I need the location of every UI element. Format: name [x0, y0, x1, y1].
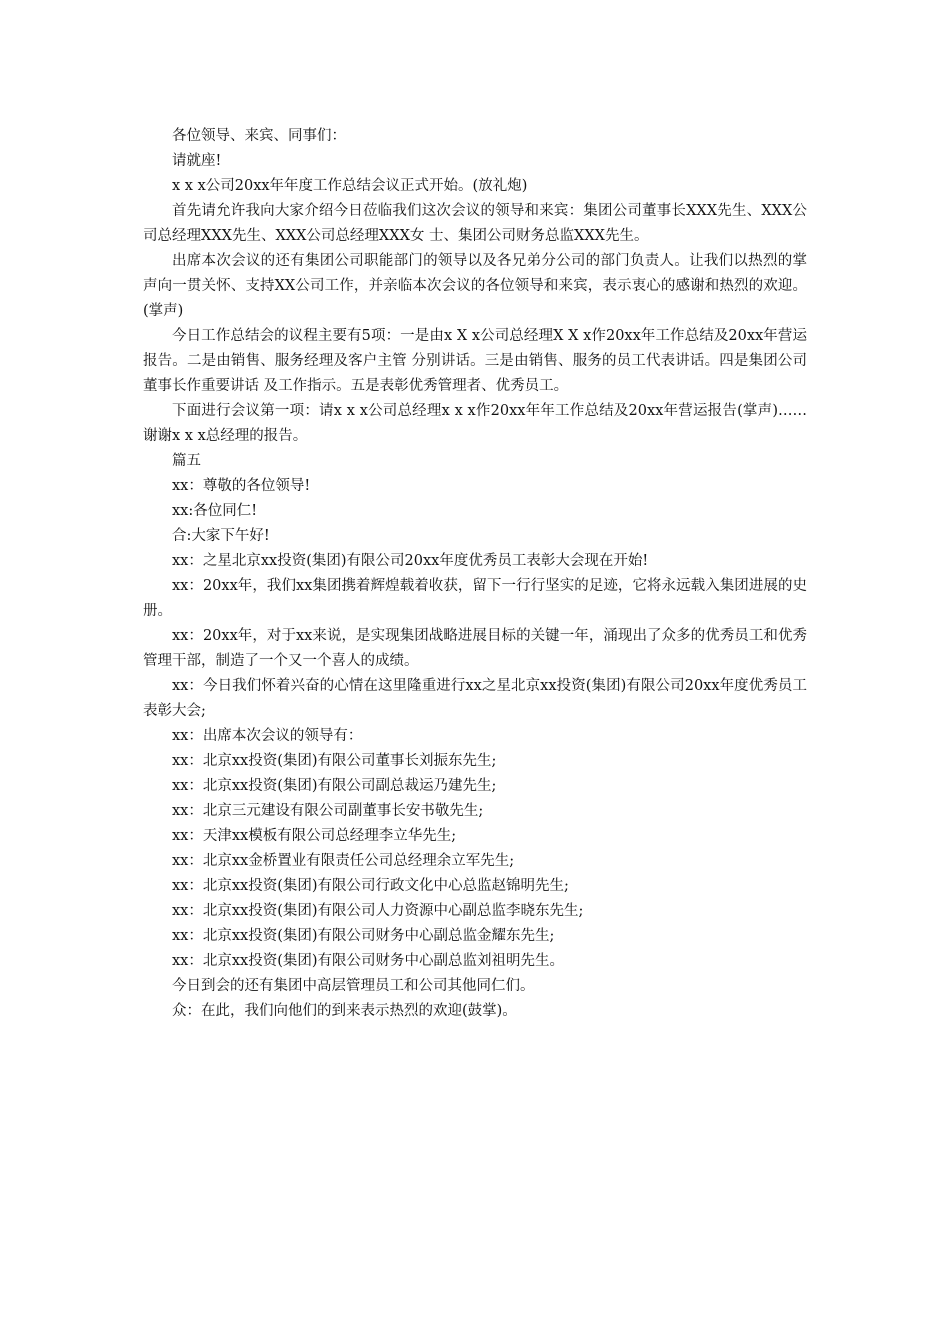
leader-list-item: xx：北京三元建设有限公司副董事长安书敬先生; [172, 803, 484, 819]
paragraph-line: xx：出席本次会议的领导有： [172, 728, 363, 744]
paragraph-agenda: 今日工作总结会的议程主要有5项：一是由x X x公司总经理X X x作20xx年工作总结及20xx年营运报告。二是由销售、服务经理及客户主管 分别讲话。三是由销售、服务的员工代表讲话。四是集团公司董事长作重要讲话 及工作指示。五是表彰优秀管理者、优秀员工。 [143, 328, 807, 394]
leader-list-item: xx：天津xx模板有限公司总经理李立华先生; [172, 828, 457, 844]
leader-list-item: xx：北京xx投资(集团)有限公司财务中心副总监刘祖明先生。 [172, 953, 565, 969]
paragraph-meeting-start: x x x公司20xx年年度工作总结会议正式开始。(放礼炮) [172, 178, 528, 194]
leader-list-item: xx：北京xx投资(集团)有限公司行政文化中心总监赵锦明先生; [172, 878, 569, 894]
paragraph-line: xx:各位同仁! [172, 503, 258, 519]
leader-list-item: xx：北京xx投资(集团)有限公司财务中心副总监金耀东先生; [172, 928, 555, 944]
paragraph-greeting: 各位领导、来宾、同事们： [172, 128, 346, 144]
paragraph-first-item: 下面进行会议第一项：请x x x公司总经理x x x作20xx年年工作总结及20xx年营运报告(掌声)……谢谢x x x总经理的报告。 [143, 403, 807, 444]
paragraph-introduce-guests: 首先请允许我向大家介绍今日莅临我们这次会议的领导和来宾：集团公司董事长XXX先生、XXX公司总经理XXX先生、XXX公司总经理XXX女 士、集团公司财务总监XXX先生。 [143, 203, 807, 244]
paragraph-line: xx：20xx年，我们xx集团携着辉煌载着收获，留下一行行坚实的足迹，它将永远载入集团进展的史册。 [143, 578, 807, 619]
paragraph-line: xx：今日我们怀着兴奋的心情在这里隆重进行xx之星北京xx投资(集团)有限公司20xx年度优秀员工表彰大会; [143, 678, 807, 719]
leader-list-item: xx：北京xx投资(集团)有限公司人力资源中心副总监李晓东先生; [172, 903, 584, 919]
leader-list-item: xx：北京xx投资(集团)有限公司副总裁运乃建先生; [172, 778, 497, 794]
paragraph-attendees: 出席本次会议的还有集团公司职能部门的领导以及各兄弟分公司的部门负责人。让我们以热烈的掌声向一贯关怀、支持XX公司工作，并亲临本次会议的各位领导和来宾，表示衷心的感谢和热烈的欢迎。(掌声) [143, 253, 807, 319]
section-heading: 篇五 [172, 453, 201, 469]
paragraph-line: xx：尊敬的各位领导! [172, 478, 311, 494]
leader-list-item: xx：北京xx金桥置业有限责任公司总经理余立军先生; [172, 853, 515, 869]
leader-list-item: xx：北京xx投资(集团)有限公司董事长刘振东先生; [172, 753, 497, 769]
paragraph-be-seated: 请就座! [172, 153, 222, 169]
paragraph-line: xx：之星北京xx投资(集团)有限公司20xx年度优秀员工表彰大会现在开始! [172, 553, 649, 569]
document-body [143, 124, 807, 1024]
paragraph-line: 今日到会的还有集团中高层管理员工和公司其他同仁们。 [172, 978, 535, 994]
paragraph-line: 合:大家下午好! [172, 528, 270, 544]
paragraph-closing: 众：在此，我们向他们的到来表示热烈的欢迎(鼓掌)。 [172, 1003, 517, 1019]
paragraph-line: xx：20xx年，对于xx来说，是实现集团战略进展目标的关键一年，涌现出了众多的优秀员工和优秀管理干部，制造了一个又一个喜人的成绩。 [143, 628, 807, 669]
